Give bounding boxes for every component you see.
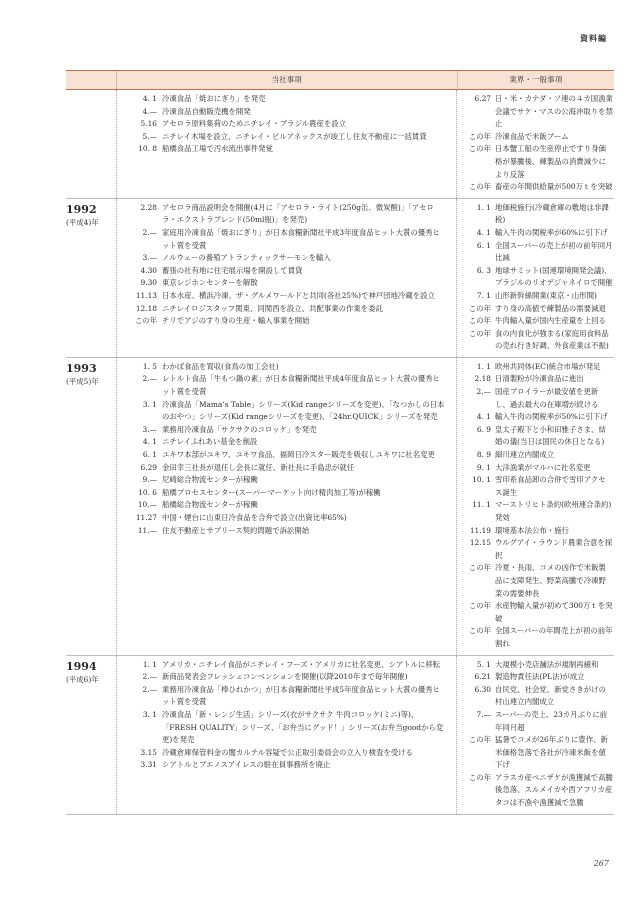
event-date: 6.21 <box>474 672 491 682</box>
event-text: チリでアジのすり身の生産・輸入事業を開始 <box>162 316 310 326</box>
event-date: この年 <box>468 316 491 326</box>
industry-event <box>457 265 614 290</box>
event-date: 2.— <box>142 684 157 694</box>
event-date: 4. 1 <box>142 437 157 447</box>
table-body <box>66 90 614 815</box>
event-date: 3.— <box>142 424 157 434</box>
event-text: 欧州共同体(EC)統合市場が発足 <box>495 361 601 371</box>
event-text: 冷蔵倉庫保管料金の闇カルテル容疑で公正取引委員会の立入り検査を受ける <box>162 747 413 757</box>
event-text: アセロラ商品説明会を開催(4月に「アセロラ・ライト(250g缶、微炭酸)」「アセロラ・エクストラブレンド(50ml瓶)」を発売) <box>162 202 434 225</box>
industry-event <box>457 131 614 144</box>
page-number: 267 <box>593 859 609 868</box>
corp-event <box>117 373 456 398</box>
corp-event <box>117 512 456 525</box>
event-date: 3.15 <box>140 747 157 757</box>
event-text: 大規模小売店舗法が規制再緩和 <box>495 659 599 669</box>
industry-event <box>457 411 614 424</box>
corp-event <box>117 131 456 144</box>
event-text: 新商品発表会フレッシュコンベンションを開催(以降2010年まで毎年開催) <box>162 672 408 682</box>
industry-event <box>457 373 614 386</box>
corp-events <box>116 656 457 814</box>
event-text: 冷凍食品「焼おにぎり」を発売 <box>162 94 266 103</box>
event-date: 12.18 <box>135 303 157 313</box>
corp-event <box>117 436 456 449</box>
event-date: この年 <box>468 772 491 782</box>
industry-event <box>457 181 614 194</box>
year-label: 1992 <box>66 202 97 216</box>
corp-event <box>117 525 456 538</box>
industry-event <box>457 525 614 538</box>
event-date: 4. 1 <box>476 227 491 237</box>
event-date: この年 <box>468 328 491 338</box>
industry-event <box>457 499 614 524</box>
event-text: 輸入牛肉の関税率が50%に引下げ <box>495 412 608 422</box>
event-date: この年 <box>468 601 491 611</box>
corp-event <box>117 499 456 512</box>
event-date: 10. 8 <box>138 144 157 154</box>
event-text: 環境基本法公布・施行 <box>495 525 569 535</box>
event-date: 11. 1 <box>472 500 491 510</box>
event-date: 2.— <box>142 374 157 384</box>
corp-event <box>117 424 456 437</box>
event-text: 製造物責任法(PL法)が成立 <box>495 672 585 682</box>
event-text: スーパーの売上、23カ月ぶりに前年同月超 <box>495 709 608 732</box>
event-text: アメリカ・ニチレイ食品がニチレイ・フーズ・アメリカに社名変更、シアトルに移転 <box>162 659 441 669</box>
corp-event <box>117 202 456 227</box>
industry-event <box>457 734 614 772</box>
event-date: 1. 1 <box>476 202 491 212</box>
event-date: 11.13 <box>135 290 157 300</box>
event-text: 畜産の年間供給量が500万ｔを突破 <box>495 182 613 192</box>
event-date: 3. 1 <box>142 709 157 719</box>
event-text: 船橋プロセスセンター(スーパーマーケット向け精肉加工等)が稼働 <box>162 487 381 497</box>
industry-event <box>457 202 614 227</box>
corp-event <box>117 227 456 252</box>
event-text: 日清製粉が冷凍食品に進出 <box>495 374 584 384</box>
industry-event <box>457 290 614 303</box>
event-date: 6.29 <box>140 462 157 472</box>
industry-event <box>457 303 614 316</box>
event-text: 船橋食品工場で汚水流出事件発覚 <box>162 144 273 154</box>
corp-event <box>117 709 456 747</box>
event-text: 日・米・カナダ・ソ連の４カ国漁業会議でサケ・マスの公海沖取りを禁止 <box>495 94 613 129</box>
event-date: 3.31 <box>140 760 157 770</box>
event-text: 冷夏・長雨、コメの凶作で米飯製品に支障発生、野菜高騰で冷凍野菜の需要伸長 <box>495 563 606 598</box>
corp-event <box>117 315 456 328</box>
industry-event <box>457 772 614 810</box>
header-corp: 当社事項 <box>116 71 457 89</box>
industry-event <box>457 328 614 353</box>
year-label: 1994 <box>66 659 97 673</box>
event-date: 7. 1 <box>476 290 491 300</box>
event-text: 冷凍食品で米飯ブーム <box>495 131 569 141</box>
table-header <box>66 70 614 90</box>
event-text: 猛暑でコメが26年ぶりに豊作、新米価格急落で各社が冷凍米飯を値下げ <box>495 735 608 770</box>
corp-event <box>117 93 456 106</box>
corp-event <box>117 290 456 303</box>
year-cell <box>66 656 116 814</box>
industry-events <box>457 199 614 357</box>
industry-event <box>457 684 614 709</box>
industry-event <box>457 462 614 475</box>
event-text: 日本水産、横浜冷凍、ザ・グルメワールドと共同(各社25%)で神戸団地冷蔵を設立 <box>162 290 435 300</box>
event-text: 冷凍食品「新・レンジ生活」シリーズ(衣がサクサク 牛肉コロッケ(ミニ)等)、「FRESH QUALITY」シリーズ、「お弁当にグッド！」シリーズ(お弁当goodから変更)を発売 <box>162 709 444 745</box>
event-text: 国産ブロイラーが最安値を更新し、過去最大の在庫増が続ける <box>495 387 599 409</box>
event-date: 2.28 <box>140 202 157 212</box>
chronology-table <box>66 70 614 815</box>
industry-event <box>457 709 614 734</box>
industry-event <box>457 386 614 411</box>
event-date: この年 <box>468 131 491 141</box>
corp-event <box>117 106 456 119</box>
corp-event <box>117 462 456 475</box>
event-text: 東京レジホンセンターを解散 <box>162 278 258 288</box>
year-label: 1993 <box>66 361 97 375</box>
event-date: 8. 9 <box>476 450 491 460</box>
header-industry: 業界・一般事項 <box>457 71 614 89</box>
header-year-cell <box>66 71 116 89</box>
event-date: 3.— <box>142 253 157 263</box>
event-date: 5.16 <box>140 119 157 129</box>
event-text: 日本蟹工船の生産停止ですり身価格が暴騰後、練製品の消費減少により反落 <box>495 144 606 179</box>
corp-events <box>116 90 457 198</box>
event-date: 4. 1 <box>142 94 157 103</box>
industry-event <box>457 671 614 684</box>
corp-event <box>117 118 456 131</box>
event-text: 冷凍食品「Mama’s Table」シリーズ(Kid rangeシリーズを変更)、「なつかしの日本のおやつ」シリーズ(Kid rangeシリーズを変更)、「24hr.QUICK」シリーズを発売 <box>162 399 445 422</box>
event-text: ノルウェーの養殖アトランティックサーモンを輸入 <box>162 253 331 263</box>
event-date: 2.— <box>142 227 157 237</box>
event-text: 住友不動産とサブリース契約問題で訴訟開始 <box>162 525 310 535</box>
event-date: 6.27 <box>474 94 491 103</box>
era-label: (平成5)年 <box>66 376 99 386</box>
event-date: 6. 1 <box>476 240 491 250</box>
industry-events <box>457 358 614 655</box>
event-text: レトルト食品「牛もつ鍋の素」が日本食糧新聞社平成4年度食品ヒット大賞の優秀ヒット賞を受賞 <box>162 374 440 397</box>
event-date: 9.30 <box>140 278 157 288</box>
year-cell <box>66 199 116 357</box>
event-date: 1. 1 <box>142 659 157 669</box>
industry-event <box>457 361 614 374</box>
event-text: 船橋総合物流センターが稼働 <box>162 500 258 510</box>
event-text: 皇太子殿下と小和田雅子さま、結婚の儀(当日は国民の休日となる) <box>495 424 606 447</box>
event-text: 水産物輸入量が初めて300万ｔを突破 <box>495 601 613 623</box>
event-date: 2.— <box>476 387 491 397</box>
event-date: この年 <box>468 182 491 192</box>
event-text: 冷凍食品自動販売機を開発 <box>162 106 251 116</box>
event-text: 地価税施行(冷蔵倉庫の敷地は非課税) <box>495 202 609 225</box>
corp-events <box>116 358 457 655</box>
corp-event <box>117 449 456 462</box>
industry-event <box>457 424 614 449</box>
corp-event <box>117 303 456 316</box>
event-text: 地球サミット(国連環境開発会議)、ブラジルのリオデジャネイロで開催 <box>495 265 613 288</box>
event-text: すり身の高値で練製品の需要減退 <box>495 303 606 313</box>
event-text: 細川連立内閣成立 <box>495 450 555 460</box>
industry-event <box>457 143 614 181</box>
section-label: 資料編 <box>580 34 607 43</box>
industry-events <box>457 656 614 814</box>
corp-event <box>117 143 456 156</box>
event-date: 10.— <box>137 500 157 510</box>
event-date: 11.19 <box>469 525 491 535</box>
year-block <box>66 90 614 199</box>
industry-events <box>457 90 614 198</box>
event-text: 蓄張の社有地に住宅展示場を開設して賃貸 <box>162 265 303 275</box>
event-text: 牛肉輸入量が国内生産量を上回る <box>495 316 606 326</box>
industry-event <box>457 659 614 672</box>
event-text: ニチレイロジスタッフ関東、同関西を設立、共配事業の作業を委託 <box>162 303 383 313</box>
corp-event <box>117 474 456 487</box>
corp-event <box>117 759 456 772</box>
corp-event <box>117 684 456 709</box>
corp-event <box>117 671 456 684</box>
event-date: 9.— <box>142 475 157 485</box>
event-date: 6. 1 <box>142 450 157 460</box>
corp-event <box>117 399 456 424</box>
event-date: 11.27 <box>135 513 157 522</box>
event-date: 1. 5 <box>142 361 157 371</box>
event-date: 7.— <box>476 709 491 719</box>
event-text: シアトルとブエノスアイレスの駐在員事務所を廃止 <box>162 760 331 770</box>
event-date: この年 <box>468 303 491 313</box>
corp-event <box>117 265 456 278</box>
event-text: アラスカ産ベニザケが漁獲減で高騰後急落、スルメイカや西アフリカ産タコは不漁や漁獲減で急騰 <box>495 772 613 808</box>
event-date: 5. 1 <box>476 659 491 669</box>
industry-event <box>457 474 614 499</box>
event-date: 1. 1 <box>476 361 491 371</box>
event-text: 中国・煙台に山東日冷食品を合弁で設立(出資比率65%) <box>162 513 347 522</box>
event-text: ユキワ本部がユキワ、ユキワ食品、福岡日冷スター販売を吸収しユキワに社名変更 <box>162 450 435 460</box>
era-label: (平成6)年 <box>66 674 99 684</box>
event-text: 全国スーパーの年間売上が初の前年割れ <box>495 626 613 648</box>
event-text: 家庭用冷凍食品「焼おにぎり」が日本食糧新聞社平成3年度食品ヒット大賞の優秀ヒット賞を受賞 <box>162 227 440 250</box>
event-date: 4. 1 <box>476 412 491 422</box>
event-date: 2.18 <box>474 374 491 384</box>
industry-event <box>457 562 614 600</box>
event-text: 自民党、社会党、新党さきがけの村山連立内閣成立 <box>495 684 606 707</box>
industry-event <box>457 537 614 562</box>
event-date: 2.— <box>142 672 157 682</box>
year-cell <box>66 358 116 655</box>
year-block <box>66 358 614 656</box>
event-text: 業務用冷凍食品「棒ひれかつ」が日本食糧新聞社平成5年度食品ヒット大賞の優秀ヒット賞を受賞 <box>162 684 440 707</box>
year-block <box>66 199 614 358</box>
corp-event <box>117 277 456 290</box>
event-date: 11.— <box>137 525 157 535</box>
event-date: この年 <box>468 626 491 636</box>
industry-event <box>457 227 614 240</box>
industry-event <box>457 93 614 131</box>
event-text: 山形新幹線開業(東京・山形間) <box>495 290 597 300</box>
era-label: (平成4)年 <box>66 217 99 227</box>
year-cell <box>66 90 116 198</box>
event-date: 10. 6 <box>138 487 157 497</box>
event-text: 大洋漁業がマルハに社名変更 <box>495 462 591 472</box>
event-date: この年 <box>134 316 157 326</box>
event-text: ウルグアイ・ラウンド農業合意を採択 <box>495 538 613 560</box>
event-date: 4.30 <box>140 265 157 275</box>
industry-event <box>457 315 614 328</box>
corp-event <box>117 252 456 265</box>
event-date: この年 <box>468 735 491 745</box>
corp-events <box>116 199 457 357</box>
event-text: 食の内食化が強まる(家庭用食料品の売れ行き好調、外食産業は不振) <box>495 328 609 351</box>
corp-event <box>117 747 456 760</box>
event-text: 尼崎総合物流センターが稼働 <box>162 475 258 485</box>
industry-event <box>457 600 614 625</box>
event-text: わかば食品を買収(食鳥の加工会社) <box>162 361 279 371</box>
corp-event <box>117 361 456 374</box>
corp-event <box>117 487 456 500</box>
event-text: マーストリヒト条約(欧州連合条約)発効 <box>495 500 612 522</box>
event-date: 10. 1 <box>472 475 491 485</box>
event-date: 6.30 <box>474 684 491 694</box>
event-date: この年 <box>468 144 491 154</box>
event-text: 全国スーパーの売上が初の前年同月比減 <box>495 240 613 263</box>
event-date: 3. 1 <box>142 399 157 409</box>
event-text: 業務用冷凍食品「サクサクのコロッケ」を発売 <box>162 424 317 434</box>
event-text: 輸入牛肉の関税率が60%に引下げ <box>495 227 608 237</box>
event-text: ニチレイ木場を設立、ニチレイ・ビルアネックスが竣工し住友不動産に一括賃貸 <box>162 131 427 141</box>
event-text: 雪印系食品卸の合併で雪印アクセス誕生 <box>495 475 606 497</box>
event-date: この年 <box>468 563 491 573</box>
corp-event <box>117 659 456 672</box>
event-date: 4.— <box>142 106 157 116</box>
event-date: 5.— <box>142 131 157 141</box>
event-date: 9. 1 <box>476 462 491 472</box>
year-block <box>66 656 614 815</box>
event-text: アセロラ原料集荷のためニチレイ・ブラジル農産を設立 <box>162 119 346 129</box>
event-date: 6. 9 <box>476 424 491 434</box>
event-date: 12.15 <box>469 538 491 548</box>
industry-event <box>457 625 614 650</box>
event-text: 金田幸三社長が退任し会長に就任、新社長に手島忠が就任 <box>162 462 355 472</box>
event-text: ニチレイふれあい基金を創設 <box>162 437 258 447</box>
event-date: 6. 3 <box>476 265 491 275</box>
industry-event <box>457 240 614 265</box>
industry-event <box>457 449 614 462</box>
